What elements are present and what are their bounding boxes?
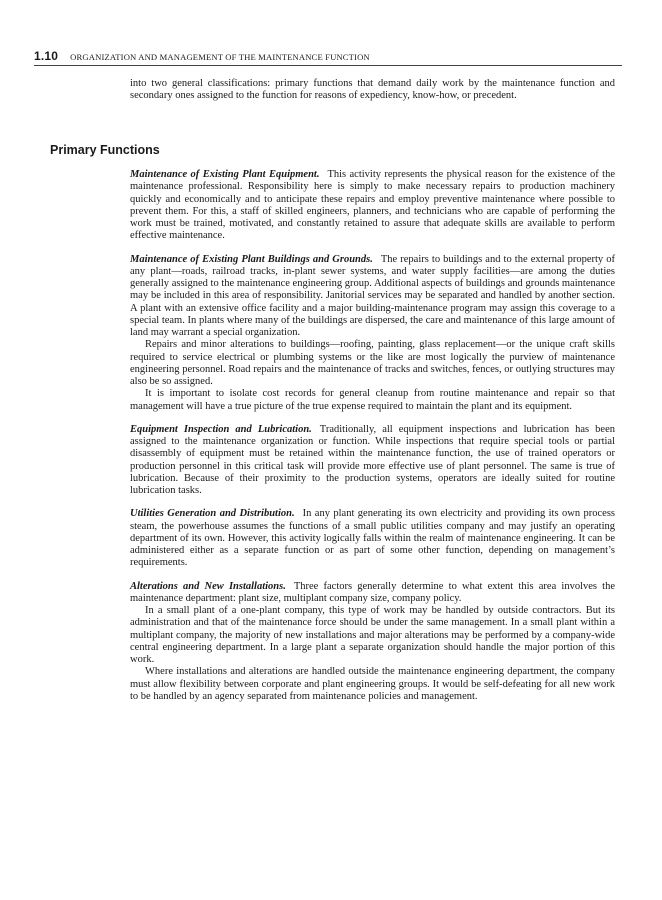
section-utilities (130, 508, 615, 569)
section-plant-equipment (130, 169, 615, 243)
paragraph (130, 169, 615, 243)
paragraph (130, 424, 615, 498)
sections (130, 169, 615, 714)
intro-paragraph: into two general classifications: primary functions that demand daily work by the maintenance function and secondary ones assigned to the function for reasons of expediency, know-how, or precedent. (130, 78, 615, 102)
paragraph: Where installations and alterations are handled outside the maintenance engineering department, the company must allow flexibility between corporate and plant engineering groups. It would be self-defeating for all new work to be handled by an agency separated from maintenance policies and management. (130, 666, 615, 702)
paragraph (130, 254, 615, 340)
paragraph-text: Traditionally, all equipment inspections and lubrication has been assigned to the maintenance organization or function. While inspections that require special tools or partial disassembly of equipment must be retained within the maintenance function, the use of trained operators or production personnel in this critical task will provide more effective use of plant personnel. The same is true of lubrication. Because of their proximity to the production systems, operators are ideally suited for routine lubrication tasks. (130, 423, 615, 496)
paragraph (130, 508, 615, 569)
paragraph-text: This activity represents the physical reason for the existence of the maintenance professional. Responsibility here is simply to make necessary repairs to production machinery quickly and economically and to anticipate these repairs and employ preventive maintenance where possible to prevent them. For this, a staff of skilled engineers, planners, and technicians who are capable of performing the work must be trained, motivated, and constantly retained to assure that adequate skills are available to perform effective maintenance. (130, 169, 616, 242)
paragraph (130, 581, 615, 606)
page-number: 1.10 (34, 49, 59, 63)
chapter-title: ORGANIZATION AND MANAGEMENT OF THE MAINTENANCE FUNCTION (70, 52, 370, 62)
header-rule (34, 65, 622, 66)
paragraph-text: In any plant generating its own electricity and providing its own process steam, the powerhouse assumes the functions of a small public utilities company and may justify an operating department of its own. However, this activity logically falls within the realm of maintenance engineering. It can be administered either as a separate function or as part of some other function, depending on management’s requirements. (130, 508, 615, 569)
section-alterations (130, 581, 615, 704)
intro-block (130, 78, 615, 103)
section-title: Alterations and New Installations. (130, 580, 286, 592)
section-title: Utilities Generation and Distribution. (130, 508, 295, 520)
paragraph: In a small plant of a one-plant company, this type of work may be handled by outside contractors. But its administration and that of the maintenance force should be under the same management. In a small plant within a multiplant company, the majority of new installations and major alterations may be performed by a company-wide central engineering department. In a large plant a separate organization should handle the major portion of this work. (130, 605, 615, 665)
paragraph: Repairs and minor alterations to buildings—roofing, painting, glass replacement—or the unique craft skills required to service electrical or plumbing systems or the like are most logically the purview of maintenance engineering personnel. Road repairs and the maintenance of tracks and switches, fences, or outlying structures may also be so assigned. (130, 339, 615, 387)
running-head (34, 47, 622, 63)
paragraph-text: The repairs to buildings and to the external property of any plant—roads, railroad tracks, in-plant sewer systems, and water supply facilities—are among the duties generally assigned to the maintenance engineering group. Additional aspects of buildings and grounds maintenance may be included in this area of responsibility. Janitorial services may be separated and handled by another section. A plant with an extensive office facility and a major building-maintenance program may assign this coverage to a special team. In plants where many of the buildings are dispersed, the care and maintenance of this large amount of land may warrant a special organization. (130, 253, 615, 338)
section-buildings-grounds (130, 254, 615, 413)
section-inspection-lubrication (130, 424, 615, 498)
paragraph: It is important to isolate cost records for general cleanup from routine maintenance and repair so that management will have a true picture of the true expense required to maintain the plant and its equipment. (130, 388, 615, 412)
section-title: Maintenance of Existing Plant Equipment. (130, 169, 320, 180)
section-title: Equipment Inspection and Lubrication. (130, 423, 312, 435)
section-heading: Primary Functions (50, 143, 160, 157)
section-title: Maintenance of Existing Plant Buildings and Grounds. (130, 253, 373, 265)
paragraph-text: Three factors generally determine to what extent this area involves the maintenance department: plant size, multiplant company size, company policy. (130, 580, 615, 604)
